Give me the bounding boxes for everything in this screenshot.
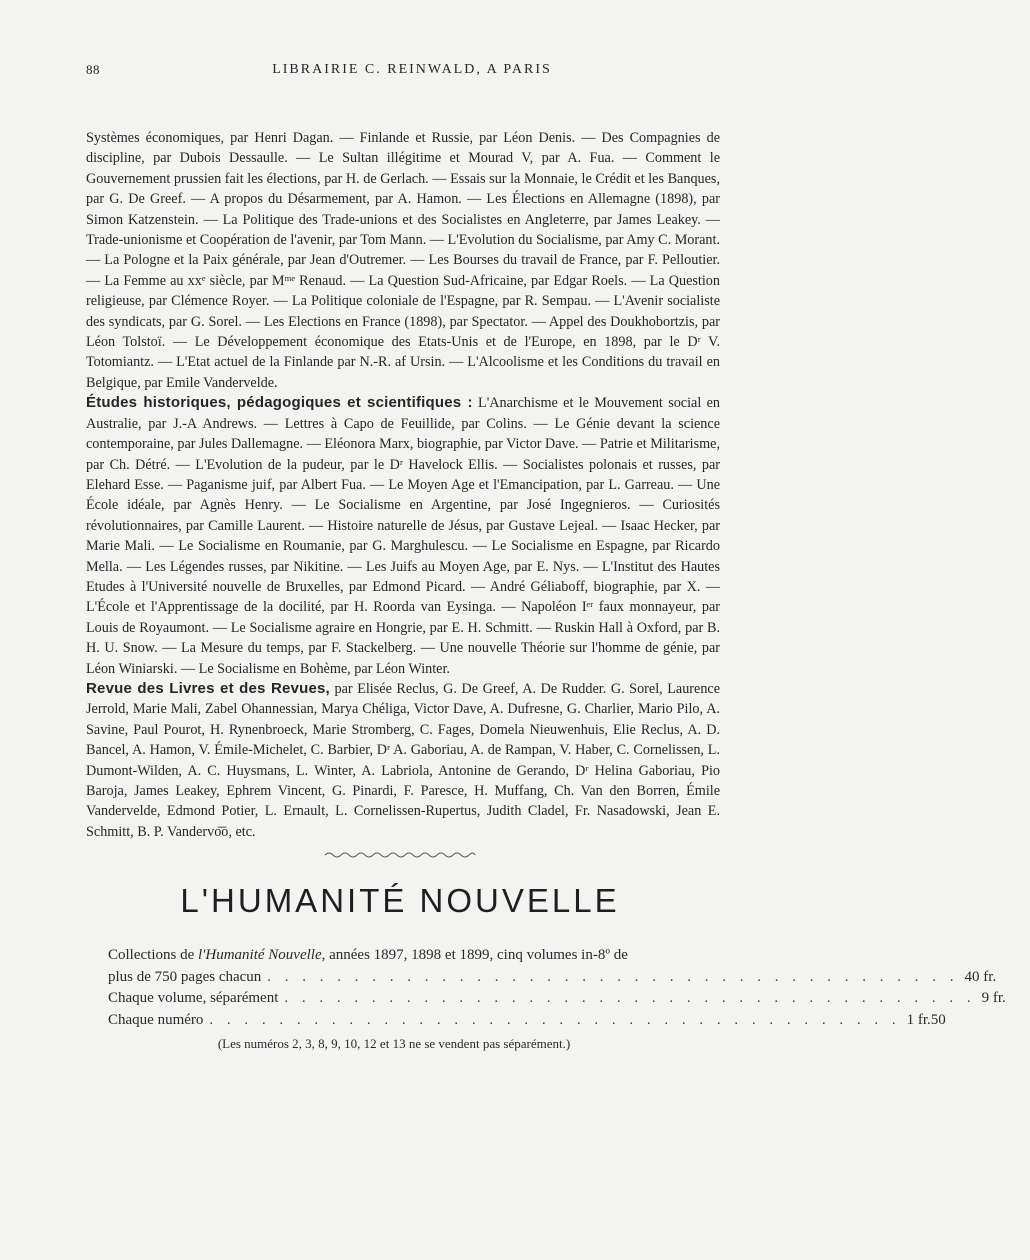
page-number: 88 — [86, 62, 100, 77]
price-label-collection: plus de 750 pages chacun — [108, 968, 262, 985]
price-label-volume: Chaque volume, séparément — [108, 990, 279, 1006]
paragraph-economics-text: Systèmes économiques, par Henri Dagan. — Finlande et Russie, par Léon Denis. — Des Compagnies de discipline, par Dubois Dessaulle. — Le Sultan illégitime et Mourad V, par A. Fua. — Comment le Gouvernement prussien fait les élections, par H. de Gerlach. — Essais sur la Monnaie, le Crédit et les Banques, par G. De Greef. — A propos du Désarmement, par A. Hamon. — Les Élections en Allemagne (1898), par Simon Katzenstein. — La Politique des Trade-unions et des Socialistes en Angleterre, par James Leakey. — Trade-unionisme et Coopération de l'avenir, par Tom Mann. — L'Evolution du Socialisme, par Amy C. Morant. — La Pologne et la Paix générale, par Jean d'Outremer. — Les Bourses du travail de France, par F. Pelloutier. — La Femme au xxᵉ siècle, par Mᵐᵉ Renaud. — La Question Sud-Africaine, par Edgar Roels. — La Question religieuse, par Clémence Royer. — La Politique coloniale de l'Espagne, par R. Sempau. — L'Avenir socialiste des syndicats, par G. Sorel. — Les Elections en France (1898), par Spectator. — Appel des Doukhobortzis, par Léon Tolstoï. — Le Développement économique des Etats-Unis et de l'Europe, en 1898, par le Dʳ V. Totomiantz. — L'Etat actuel de la Finlande par N.-R. af Ursin. — L'Alcoolisme et les Conditions du travail en Belgique, par Emile Vandervelde. — [86, 130, 721, 391]
section-heading-reviews: Revue des Livres et des Revues, — [86, 679, 330, 697]
advert-intro-line — [108, 945, 720, 967]
advert-intro-suffix: , années 1897, 1898 et 1899, cinq volumes in-8º de — [321, 947, 628, 963]
advert-body — [108, 945, 1006, 1055]
running-title — [0, 62, 800, 78]
price-row-volume — [108, 988, 1006, 1010]
dot-leader: . . . . . . . . . . . . . . . . . . . . . . . . . . . . . . . . . . . . . . . . — [267, 968, 959, 985]
price-row-number — [108, 1010, 946, 1032]
advert-title: L'HUMANITÉ NOUVELLE — [180, 882, 620, 919]
dot-leader: . . . . . . . . . . . . . . . . . . . . . . . . . . . . . . . . . . . . . . . . — [284, 990, 976, 1006]
paragraph-reviews — [86, 679, 720, 842]
paragraph-historical-studies — [86, 393, 720, 679]
running-title-text: LIBRAIRIE C. REINWALD, A PARIS — [272, 62, 552, 77]
price-collection: 40 fr. — [964, 968, 997, 985]
dot-leader: . . . . . . . . . . . . . . . . . . . . . . . . . . . . . . . . . . . . . . . . — [209, 1011, 901, 1028]
paragraph-historical-text: L'Anarchisme et le Mouvement social en Australie, par J.-A Andrews. — Lettres à Capo de Feuillide, par Colins. — Le Génie devant la science contemporaine, par Jules Dallemagne. — Eléonora Marx, biographie, par Victor Dave. — Patrie et Militarisme, par Ch. Détré. — L'Evolution de la pudeur, par le Dʳ Havelock Ellis. — Socialistes polonais et russes, par Elehard Esse. — Paganisme juif, par Albert Fua. — Le Moyen Age et l'Emancipation, par L. Garreau. — Une École idéale, par Agnès Henry. — Le Socialisme en Argentine, par José Ingegnieros. — Curiosités révolutionnaires, par Camille Laurent. — Histoire naturelle de Jésus, par Gustave Lejeal. — Isaac Hecker, par Marie Mali. — Le Socialisme en Roumanie, par G. Marghulescu. — Le Socialisme en Espagne, par Ricardo Mella. — Les Légendes russes, par Nikitine. — Les Juifs au Moyen Age, par E. Nys. — L'Institut des Hautes Etudes à l'Université nouvelle de Bruxelles, par Edmond Picard. — André Géliaboff, biographie, par X. — L'École et l'Apprentissage de la docilité, par H. Roorda van Eysinga. — Napoléon Iᵉʳ faux monnayeur, par Louis de Royaumont. — Le Socialisme agraire en Hongrie, par E. H. Schmitt. — Ruskin Hall à Oxford, par B. H. U. Snow. — La Mesure du temps, par F. Stackelberg. — Une nouvelle Théorie sur l'homme de génie, par Léon Winiarski. — Le Socialisme en Bohème, par Léon Winter. — [86, 395, 721, 677]
price-row-collection — [108, 967, 997, 989]
price-volume: 9 fr. — [981, 990, 1006, 1006]
paragraph-economics — [86, 128, 720, 393]
advert-intro-title: l'Humanité Nouvelle — [198, 947, 322, 963]
advert-intro-prefix: Collections de — [108, 947, 198, 963]
price-label-number: Chaque numéro — [108, 1011, 204, 1028]
price-number: 1 fr.50 — [906, 1011, 946, 1028]
advert-note: (Les numéros 2, 3, 8, 9, 10, 12 et 13 ne se vendent pas séparément.) — [217, 1036, 571, 1051]
paragraph-reviews-text: par Elisée Reclus, G. De Greef, A. De Rudder. G. Sorel, Laurence Jerrold, Marie Mali, Zabel Ohannessian, Marya Chéliga, Victor Dave, A. Dufresne, G. Charlier, Mario Pilo, A. Savine, Paul Pourot, H. Rynenbroeck, Marie Stromberg, C. Fages, Domela Nieuwenhuis, Elie Reclus, A. D. Bancel, A. Hamon, V. Émile-Michelet, C. Barbier, Dʳ A. Gaboriau, A. de Rampan, V. Haber, C. Cornelissen, L. Dumont-Wilden, A. C. Huysmans, L. Winter, A. Labriola, Antonine de Gerando, Dʳ Helina Gaboriau, Pio Baroja, James Leakey, Ephrem Vincent, G. Pinardi, F. Paresce, H. Muffang, Ch. Van den Borren, Émile Vandervelde, Edmond Potier, L. Ernault, L. Cornelissen-Rupertus, Judith Cladel, Fr. Nasadowski, Jean E. Schmitt, B. P. Vandervo͞o, etc. — [86, 680, 721, 840]
catalogue-body — [86, 128, 720, 842]
wavy-ornament-divider — [0, 850, 800, 860]
wavy-line-icon — [325, 850, 475, 860]
section-heading-historical: Études historiques, pédagogiques et scientifiques : — [86, 394, 473, 412]
